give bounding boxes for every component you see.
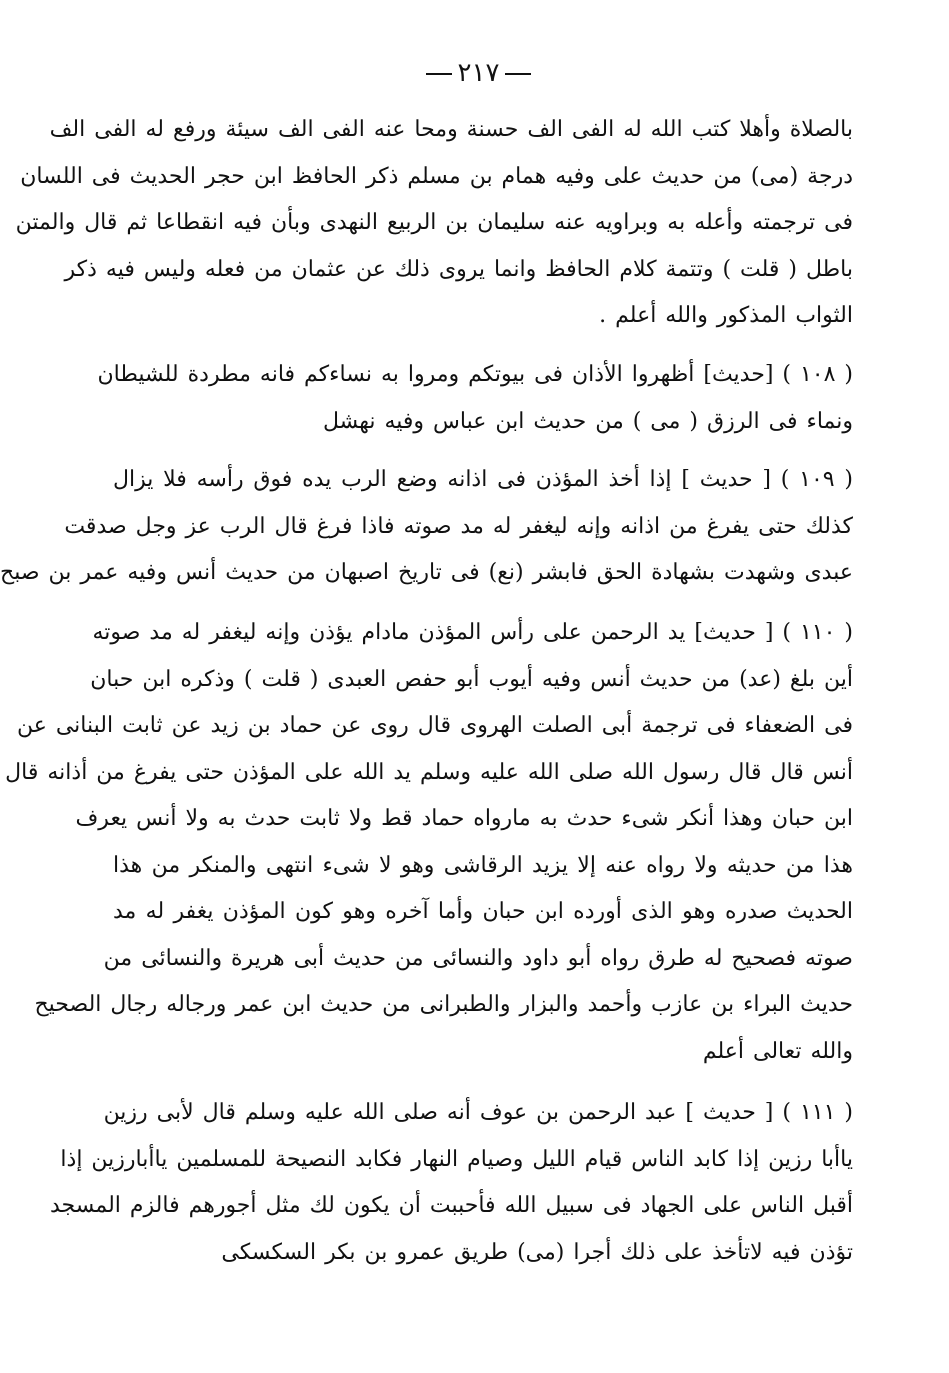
text-line: ونماء فى الرزق ( مى ) من حديث ابن عباس وفيه نهشل	[322, 408, 853, 434]
page-number-header	[8, 56, 949, 90]
hadith-110	[5, 610, 853, 1075]
text-line: هذا من حديثه ولا رواه عنه إلا يزيد الرقاشى وهو لا شىء انتهى والمنكر من هذا	[113, 852, 853, 878]
paragraph-continuation	[15, 107, 853, 340]
text-line: الحديث صدره وهو الذى أورده ابن حبان وأما آخره وهو كون المؤذن يغفر له مد	[113, 899, 853, 924]
text-line: فى ترجمته وأعله به وبراويه عنه سليمان بن الربيع النهدى وبأن فيه انقطاعا ثم قال والمتن	[15, 210, 853, 235]
text-line: ( ١٠٨ ) [حديث] أظهروا الأذان فى بيوتكم ومروا به نساءكم فانه مطردة للشيطان	[97, 362, 853, 387]
text-line: ابن حبان وهذا أنكر شىء حدث به مارواه حماد قط ولا ثابت حدث به ولا أنس يعرف	[75, 806, 853, 831]
text-line: ( ١٠٩ ) [ حديث ] إذا أخذ المؤذن فى اذانه وضع الرب يده فوق رأسه فلا يزال	[113, 467, 854, 492]
text-line: ( ١١١ ) [ حديث ] عبد الرحمن بن عوف أنه صلى الله عليه وسلم قال لأبى رزين	[103, 1100, 853, 1125]
text-line: صوته فصحيح له طرق رواه أبو داود والنسائى من حديث أبى هريرة والنسائى من	[103, 945, 853, 971]
text-line: عبدى وشهدت بشهادة الحق فابشر (نع) فى تاريخ اصبهان من حديث أنس وفيه عمر بن صبح	[0, 560, 853, 585]
text-line: حديث البراء بن عازب وأحمد والبزار والطبرانى من حديث ابن عمر ورجاله رجال الصحيح	[34, 992, 853, 1017]
text-line: بالصلاة وأهلا كتب الله له الفى الف حسنة ومحا عنه الفى الف سيئة ورفع له الفى الف	[49, 117, 853, 142]
text-line: أين بلغ (عد) من حديث أنس وفيه أيوب أبو حفص العبدى ( قلت ) وذكره ابن حبان	[90, 666, 853, 692]
text-line: أقبل الناس على الجهاد فى سبيل الله فأحببت أن يكون لك مثل أجورهم فالزم المسجد	[50, 1193, 853, 1218]
page-number: ٢١٧	[457, 58, 500, 88]
text-line: باطل ( قلت ) وتتمة كلام الحافظ وانما يروى ذلك عن عثمان من فعله وليس فيه ذكر	[64, 256, 853, 282]
left-dash-ornament	[426, 73, 452, 75]
hadith-108	[97, 352, 853, 445]
text-line: أنس قال قال رسول الله صلى الله عليه وسلم يد الله على المؤذن حتى يفرغ من أذانه قال	[5, 759, 853, 785]
hadith-111	[50, 1090, 853, 1276]
text-line: ( ١١٠ ) [ حديث] يد الرحمن على رأس المؤذن مادام يؤذن وإنه ليغفر له مد صوته	[92, 620, 853, 645]
text-line: ياأبا رزين إذا كابد الناس قيام الليل وصيام النهار فكابد النصيحة للمسلمين ياأبارزين إذا	[60, 1146, 853, 1172]
text-line: كذلك حتى يفرغ من اذانه وإنه ليغفر له مد صوته فاذا فرغ قال الرب عز وجل صدقت	[64, 513, 853, 539]
text-line: درجة (مى) من حديث على وفيه همام بن مسلم ذكر الحافظ ابن حجر الحديث فى اللسان	[20, 163, 853, 189]
hadith-109	[0, 457, 854, 597]
text-line: الثواب المذكور والله أعلم .	[599, 303, 853, 328]
text-line: تؤذن فيه لاتأخذ على ذلك أجرا (مى) طريق عمرو بن بكر السكسكى	[221, 1239, 853, 1265]
right-dash-ornament	[505, 73, 531, 75]
text-line: فى الضعفاء فى ترجمة أبى الصلت الهروى قال روى عن حماد بن زيد عن ثابت البنانى عن	[16, 713, 853, 738]
text-line: والله تعالى أعلم	[702, 1038, 853, 1064]
